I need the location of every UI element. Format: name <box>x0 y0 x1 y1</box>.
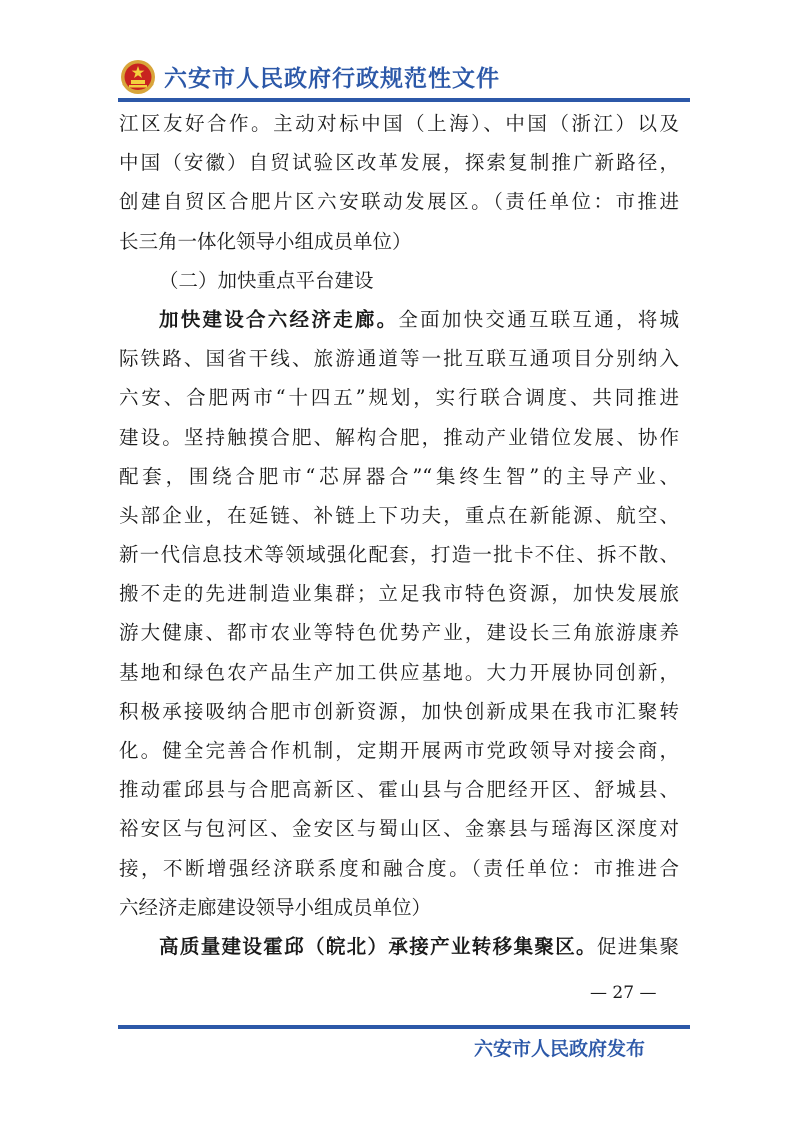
paragraph-lead: 加快建设合六经济走廊。 <box>159 307 399 331</box>
text-line: 基地和绿色农产品生产加工供应基地。大力开展协同创新， <box>119 660 679 684</box>
text-line: 裕安区与包河区、金安区与蜀山区、金寨县与瑶海区深度对 <box>119 817 679 841</box>
header-divider <box>118 98 690 102</box>
text-line: 游大健康、都市农业等特色优势产业，建设长三角旅游康养 <box>119 621 679 645</box>
text-line: 长三角一体化领导小组成员单位） <box>119 229 412 253</box>
document-body <box>119 104 679 966</box>
footer-publisher: 六安市人民政府发布 <box>474 1038 646 1060</box>
text-line: 接，不断增强经济联系度和融合度。（责任单位：市推进合 <box>119 856 679 880</box>
national-emblem-icon <box>118 58 158 96</box>
header-title: 六安市人民政府行政规范性文件 <box>164 66 500 92</box>
page-number: — 27 — <box>590 983 657 1003</box>
paragraph-lead: 高质量建设霍邱（皖北）承接产业转移集聚区。 <box>159 934 597 958</box>
paragraph-text: 促进集聚 <box>596 934 679 958</box>
text-line: 际铁路、国省干线、旅游通道等一批互联互通项目分别纳入 <box>119 347 679 371</box>
text-line: 六经济走廊建设领导小组成员单位） <box>119 895 432 919</box>
paragraph-text: 全面加快交通互联互通，将城 <box>398 307 679 331</box>
text-line: 积极承接吸纳合肥市创新资源，加快创新成果在我市汇聚转 <box>119 699 679 723</box>
text-line: 中国（安徽）自贸试验区改革发展，探索复制推广新路径， <box>119 151 679 175</box>
text-line: 化。健全完善合作机制，定期开展两市党政领导对接会商， <box>119 739 679 762</box>
text-line: 头部企业，在延链、补链上下功夫，重点在新能源、航空、 <box>119 503 679 527</box>
text-line: 江区友好合作。主动对标中国（上海）、中国（浙江）以及 <box>119 112 679 135</box>
text-line: 创建自贸区合肥片区六安联动发展区。（责任单位：市推进 <box>119 190 679 214</box>
text-line: 新一代信息技术等领域强化配套，打造一批卡不住、拆不散、 <box>119 543 679 567</box>
section-heading: （二）加快重点平台建设 <box>159 268 374 292</box>
paragraph-first-line <box>119 927 679 966</box>
paragraph-first-line <box>119 300 679 339</box>
text-line: 推动霍邱县与合肥高新区、霍山县与合肥经开区、舒城县、 <box>119 778 679 802</box>
text-line: 搬不走的先进制造业集群；立足我市特色资源，加快发展旅 <box>119 582 679 606</box>
text-line: 配套，围绕合肥市“芯屏器合”“集终生智”的主导产业、 <box>119 464 679 488</box>
footer-divider <box>118 1025 690 1029</box>
document-header <box>118 56 690 100</box>
text-line: 建设。坚持触摸合肥、解构合肥，推动产业错位发展、协作 <box>119 425 679 449</box>
text-line: 六安、合肥两市“十四五”规划，实行联合调度、共同推进 <box>119 386 679 410</box>
